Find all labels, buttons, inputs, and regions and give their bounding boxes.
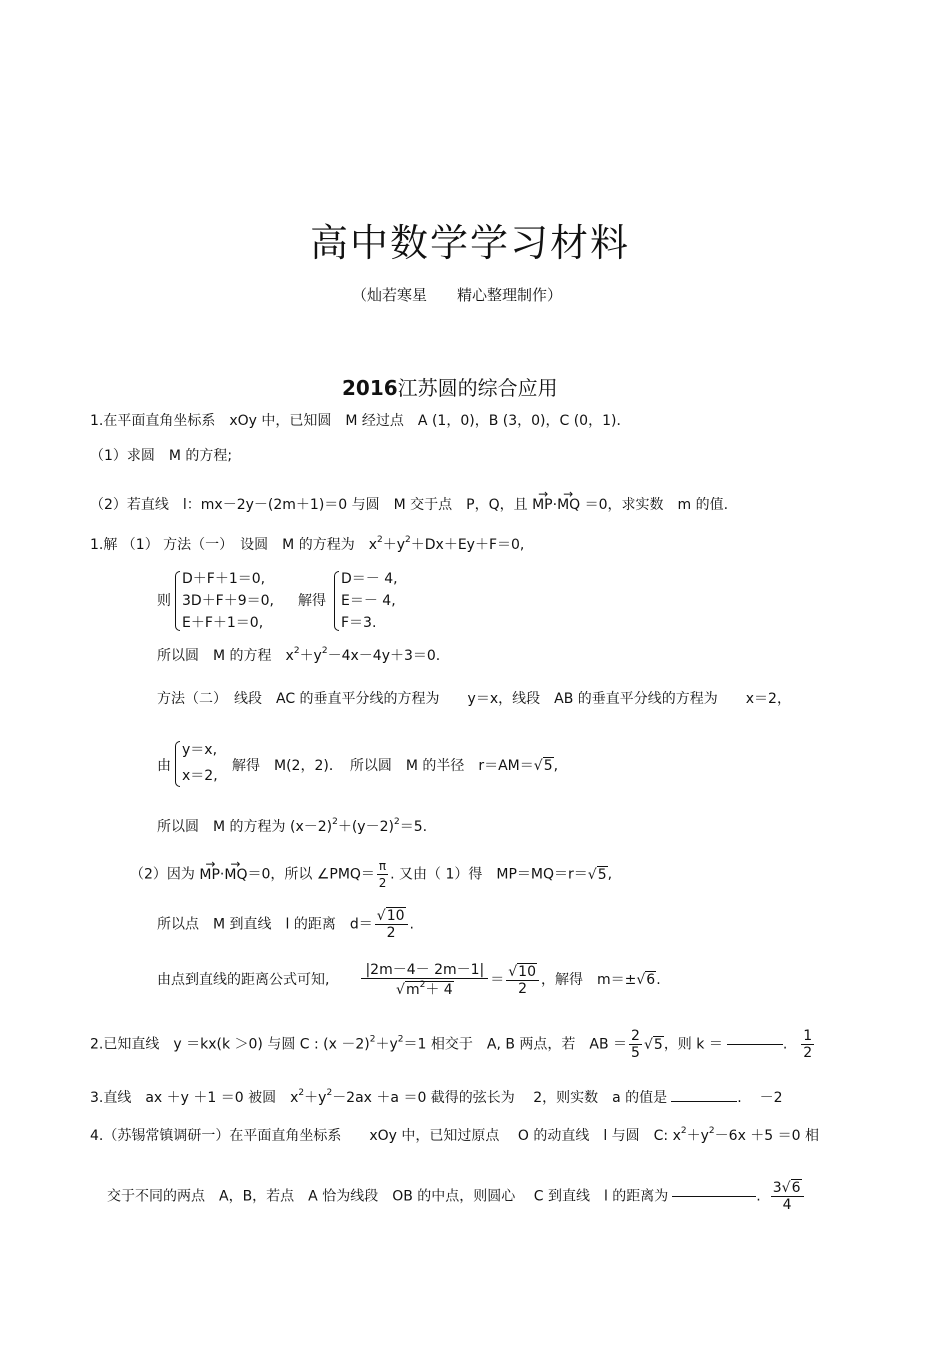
sol-l6-a: 所以圆 M 的方程为 (x－2) — [157, 819, 333, 835]
q3-answer: －2 — [759, 1090, 783, 1106]
q4-d: . — [756, 1188, 761, 1205]
radicand — [405, 981, 454, 998]
sup: 2 — [405, 535, 411, 545]
fraction-2-over-5 — [629, 1028, 642, 1061]
label-jiede: 解得 — [298, 593, 326, 609]
answer-blank — [671, 1101, 737, 1102]
sup: 2 — [369, 1034, 376, 1045]
sol-l8-a: 所以点 M 到直线 l 的距离 d＝ — [157, 916, 373, 933]
sqrt-symbol: √6 — [636, 972, 656, 988]
label-ze: 则 — [157, 593, 171, 609]
vector-mq-label: MQ — [557, 497, 581, 513]
q4-a: 4.（苏锡常镇调研一）在平面直角坐标系 xOy 中，已知过原点 O 的动直线 l 与圆 C: x — [90, 1128, 681, 1144]
fraction-pi-over-2 — [377, 858, 388, 891]
solution-line-8 — [157, 908, 414, 941]
frac-den: 2 — [803, 1045, 813, 1061]
q4-b: ＋y — [686, 1128, 709, 1144]
q1-stem: 1.在平面直角坐标系 xOy 中，已知圆 M 经过点 A (1，0)，B (3，0)，C (0，1)． — [90, 413, 631, 429]
sup: 2 — [397, 1034, 404, 1045]
sup: 2 — [321, 646, 328, 656]
sol-l1-b: ＋y — [382, 537, 406, 553]
q2-a: 2.已知直线 y ＝kx(k ＞0) 与圆 — [90, 1036, 296, 1053]
sup: 2 — [708, 1126, 715, 1136]
sup: 2 — [332, 817, 338, 827]
sol-l7-d: , — [607, 866, 613, 883]
sol-l7-c: . 又由（ 1）得 MP＝MQ＝r＝ — [390, 866, 588, 883]
sol-l3-c: －4x－4y＋3＝0. — [327, 648, 441, 664]
fraction-distance — [361, 962, 488, 998]
q2-e: ，则 k ＝ — [663, 1036, 723, 1053]
q1-part1: （1）求圆 M 的方程; — [90, 448, 233, 464]
subtitle: （灿若寒星 精心整理制作） — [352, 286, 563, 304]
vector-mp-label: MP — [532, 497, 553, 513]
sup: 2 — [326, 1088, 333, 1098]
frac-den: 2 — [386, 925, 396, 941]
section-heading — [342, 372, 558, 401]
sol-l9-a: 由点到直线的距离公式可知, — [157, 972, 330, 988]
dot-operator: · — [552, 497, 558, 513]
q2 — [90, 1028, 816, 1061]
solution-line-5 — [232, 757, 558, 775]
sol-l6-b: ＋(y－2) — [337, 819, 394, 835]
page-title: 高中数学学习材料 — [310, 221, 631, 265]
fraction-sqrt10-over-2 — [375, 908, 408, 941]
q3-a: 3.直线 ax ＋y ＋1 ＝0 被圆 x — [90, 1090, 299, 1106]
sol-l5-b: , — [553, 758, 559, 774]
frac-den — [361, 979, 488, 998]
q4-line2-text: 交于不同的两点 A，B，若点 A 恰为线段 OB 的中点，则圆心 C 到直线 l 的距离为 — [107, 1188, 669, 1205]
radicand: 10 — [386, 908, 405, 924]
frac-den: 4 — [782, 1197, 792, 1213]
sol-l5-a: 解得 M(2，2)． 所以圆 M 的半径 r＝AM＝ — [232, 758, 534, 774]
solution-line-7 — [130, 858, 612, 891]
sys2-eq3: F＝3. — [341, 615, 377, 631]
vector-mq: → MQ — [557, 487, 581, 513]
rad-part: m — [405, 982, 420, 998]
sqrt-symbol: √5 — [643, 1036, 663, 1053]
sol-l8-b: . — [409, 916, 414, 933]
sqrt-symbol: √10 — [508, 963, 536, 980]
q2-f: . — [782, 1036, 788, 1053]
sol-l1-c: ＋Dx＋Ey＋F＝0, — [410, 537, 525, 553]
sys2-eq2: E＝－ 4, — [341, 593, 396, 609]
left-brace-icon — [175, 741, 180, 787]
sys3-eq1: y＝x, — [182, 742, 218, 758]
sqrt-symbol: $√m^2+ 4$ — [396, 980, 453, 998]
radicand: 6 — [646, 972, 656, 988]
frac-num: |2m－4－ 2m－1| — [361, 962, 488, 979]
sys1-eq2: 3D＋F＋9＝0, — [182, 593, 275, 609]
sol-l7-b: ＝0，所以 ∠PMQ＝ — [247, 866, 375, 883]
radicand: 6 — [791, 1180, 801, 1196]
frac-num — [375, 908, 408, 925]
q1-part2 — [90, 487, 729, 514]
sol-l7-a: （2）因为 — [130, 866, 195, 883]
sup: 2 — [393, 817, 400, 827]
label-you: 由 — [157, 758, 171, 774]
answer-blank — [672, 1196, 756, 1197]
sup: 2 — [419, 980, 426, 990]
answer-fraction — [771, 1180, 804, 1213]
solution-line-6 — [157, 818, 427, 836]
q1-part2-text-a: （2）若直线 l：mx－2y－(2m＋1)＝0 与圆 M 交于点 P，Q，且 — [90, 497, 528, 513]
q3 — [90, 1089, 783, 1107]
solution-line-4: 方法（二） 线段 AC 的垂直平分线的方程为 y＝x，线段 AB 的垂直平分线的方程为 x＝2， — [157, 691, 791, 707]
vector-mp: → MP — [199, 856, 220, 883]
solution-line-3 — [157, 647, 440, 665]
coef: 3 — [772, 1180, 782, 1196]
left-brace-icon — [334, 571, 339, 631]
q2-b: C : (x －2) — [299, 1036, 370, 1053]
q3-b: ＋y — [304, 1090, 327, 1106]
sys2-eq1: D＝－ 4, — [341, 571, 398, 587]
heading-year: 2016 — [342, 376, 398, 400]
sol-l9-b: ，解得 m＝± — [541, 972, 637, 988]
equals-sign: ＝ — [490, 972, 505, 988]
q4-line2 — [107, 1180, 806, 1213]
solution-line-9 — [157, 962, 661, 998]
sol-l3-b: ＋y — [299, 648, 322, 664]
solution-line-1 — [90, 536, 524, 554]
sys1-eq1: D＋F＋1＝0, — [182, 571, 266, 587]
q1-part2-text-b: ＝0，求实数 m 的值. — [584, 497, 729, 513]
frac-num: π — [378, 859, 387, 873]
heading-text: 江苏圆的综合应用 — [397, 376, 558, 400]
frac-num — [771, 1180, 804, 1197]
sol-l9-c: . — [656, 972, 661, 988]
sqrt-symbol: √5 — [533, 758, 553, 774]
rad-part: ＋ 4 — [425, 982, 453, 998]
radicand: 5 — [597, 866, 607, 883]
frac-num: 2 — [631, 1028, 640, 1044]
q2-c: ＋y — [375, 1036, 398, 1053]
frac-den: 2 — [378, 876, 387, 890]
left-brace-icon — [175, 571, 180, 631]
answer-fraction — [801, 1028, 814, 1061]
sol-l3-a: 所以圆 M 的方程 x — [157, 648, 294, 664]
q4-c: －6x ＋5 ＝0 相 — [714, 1128, 820, 1144]
sol-l6-c: ＝5. — [399, 819, 428, 835]
answer-blank — [727, 1044, 783, 1045]
vector-mq: → MQ — [224, 856, 248, 883]
sqrt-symbol: √10 — [376, 908, 405, 924]
dot-operator: · — [219, 866, 225, 883]
q3-c: －2ax ＋a ＝0 截得的弦长为 2，则实数 a 的值是 — [332, 1090, 668, 1106]
vector-mq-label: MQ — [224, 866, 248, 883]
sup: 2 — [293, 646, 300, 656]
fraction-sqrt10-over-2 — [506, 964, 539, 997]
sup: 2 — [680, 1126, 687, 1136]
sol-l1-a: 1.解 （1） 方法（一） 设圆 M 的方程为 x — [90, 537, 377, 553]
frac-num — [506, 964, 539, 981]
frac-num: 1 — [803, 1028, 813, 1044]
sys3-eq2: x＝2, — [182, 768, 218, 784]
sqrt-symbol: √6 — [781, 1180, 801, 1196]
frac-den: 2 — [518, 980, 528, 997]
radicand: 5 — [653, 1036, 663, 1053]
q2-d: ＝1 相交于 A, B 两点，若 AB ＝ — [403, 1036, 628, 1053]
vector-mp-label: MP — [199, 866, 220, 883]
radicand: 10 — [518, 963, 536, 980]
radicand: 5 — [543, 758, 553, 774]
frac-den: 5 — [631, 1045, 640, 1061]
sys1-eq3: E＋F＋1＝0, — [182, 615, 264, 631]
sup: 2 — [298, 1088, 305, 1098]
sup: 2 — [376, 535, 383, 545]
sqrt-symbol: √5 — [587, 866, 607, 883]
q3-d: . — [737, 1090, 742, 1106]
vector-mp: → MP — [532, 487, 553, 513]
q4-line1 — [90, 1127, 819, 1145]
